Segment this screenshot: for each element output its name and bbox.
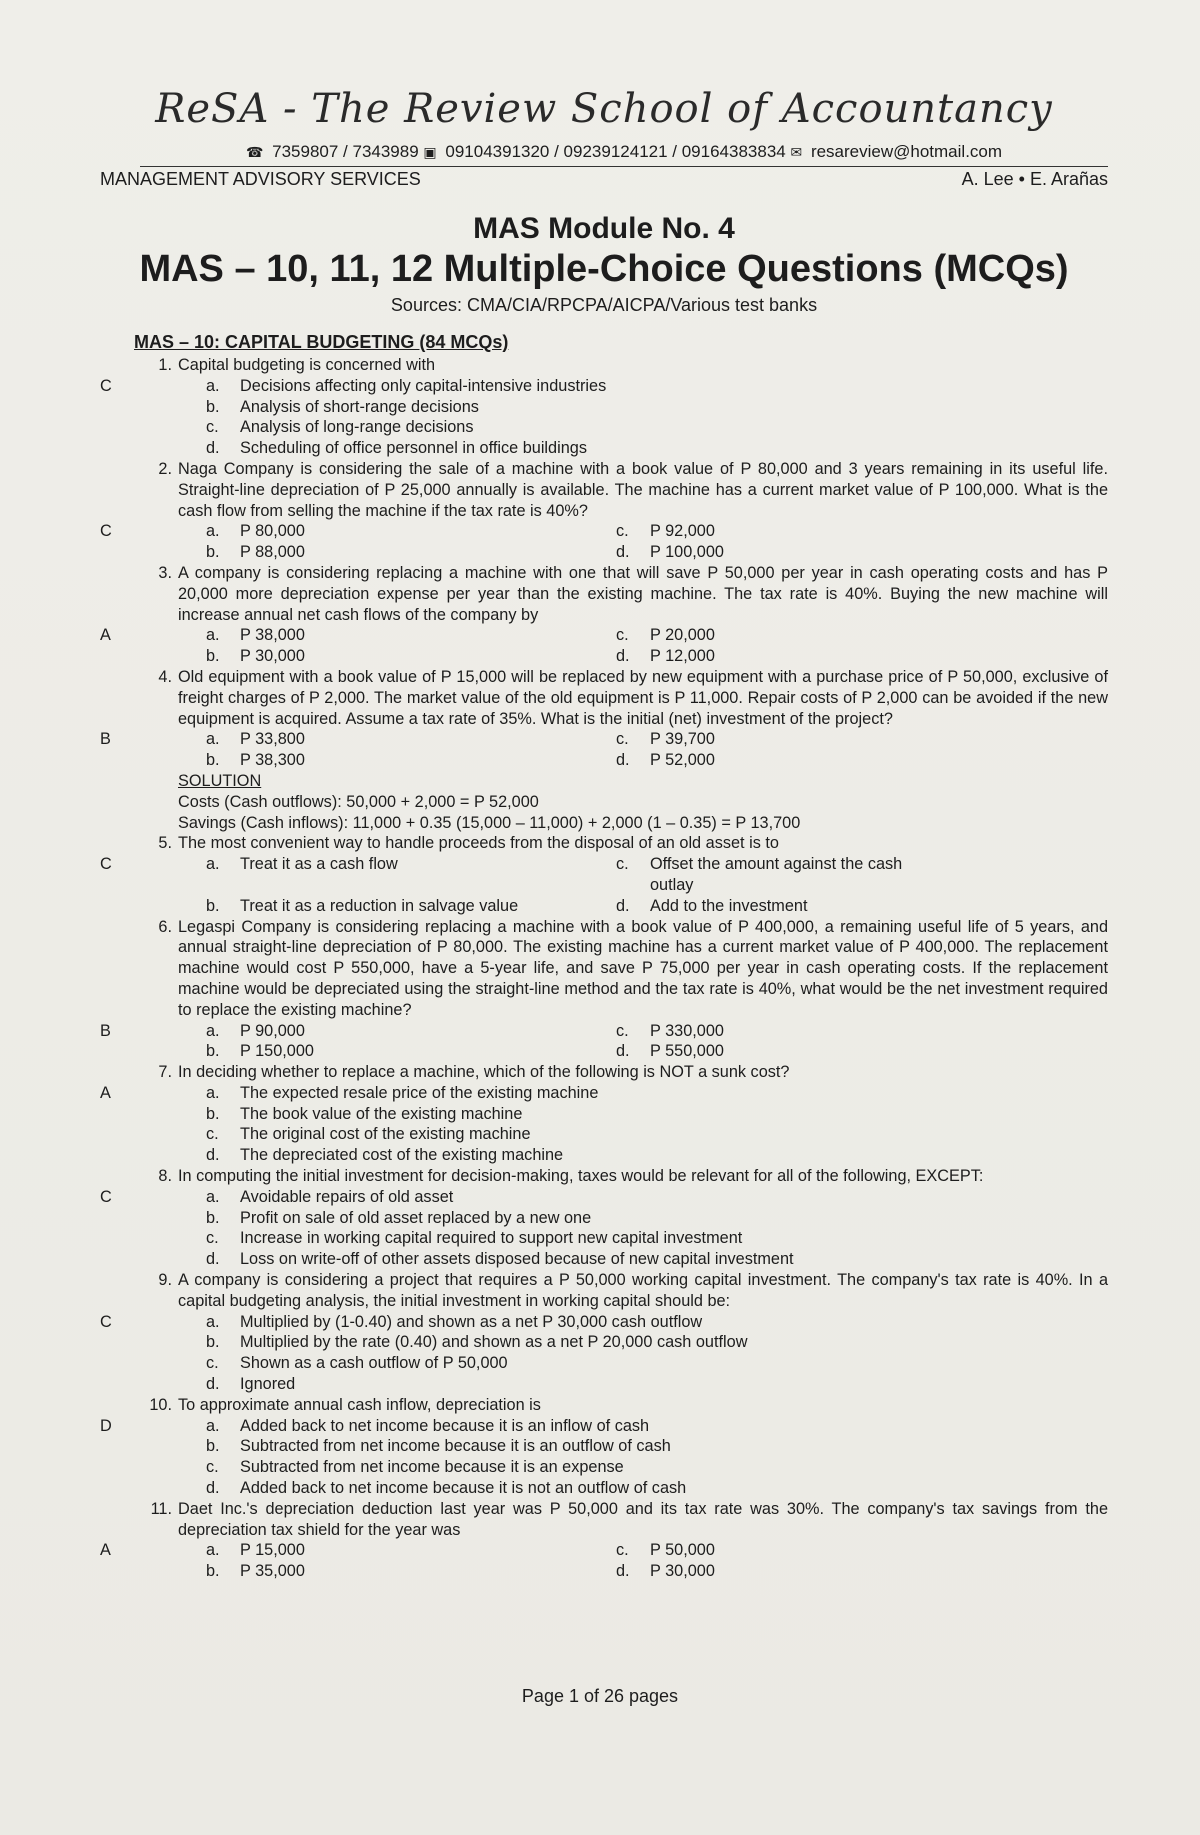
module-title: MAS Module No. 4: [473, 212, 735, 245]
answer-key-mark: C: [100, 376, 112, 395]
choice-letter: b.: [206, 1042, 220, 1061]
solution-line: Costs (Cash outflows): 50,000 + 2,000 = P 52,000: [178, 792, 539, 811]
choice-letter: c.: [616, 855, 629, 874]
choice-text: P 15,000: [240, 1541, 305, 1560]
choice-letter: c.: [206, 1229, 219, 1248]
choice-list: [206, 521, 1108, 563]
choice-item: [616, 1021, 916, 1042]
choice-text: P 38,000: [240, 626, 305, 645]
choice-list: [206, 1187, 1108, 1270]
choice-list: [206, 1083, 1108, 1166]
choice-item: [616, 854, 916, 896]
answer-key-mark: D: [100, 1416, 112, 1435]
choice-letter: c.: [616, 1541, 629, 1560]
choice-letter: a.: [206, 522, 220, 541]
question-number: 9.: [158, 1271, 172, 1290]
question-number: 4.: [158, 667, 172, 686]
choice-text: Profit on sale of old asset replaced by a new one: [240, 1208, 592, 1227]
choice-letter: b.: [206, 1208, 220, 1227]
choice-item: [616, 729, 916, 750]
question-stem: A company is considering a project that requires a P 50,000 working capital investment. The company's tax rate is 40%. In a capital budgeting analysis, the initial investment in working capital should be:: [178, 1271, 1108, 1310]
choice-text: Added back to net income because it is not an outflow of cash: [240, 1479, 687, 1498]
choice-item: [206, 750, 616, 771]
choice-list: [206, 854, 1108, 916]
choice-text: Increase in working capital required to support new capital investment: [240, 1229, 743, 1248]
answer-key-mark: A: [100, 1083, 111, 1102]
choice-letter: d.: [616, 1562, 630, 1581]
question-item: [100, 833, 1108, 916]
choice-letter: b.: [206, 543, 220, 562]
question-stem: The most convenient way to handle proceeds from the disposal of an old asset is to: [178, 834, 779, 853]
choice-text: Treat it as a reduction in salvage value: [240, 896, 519, 915]
choice-item: [206, 1208, 1108, 1229]
question-list: [100, 355, 1108, 1582]
choice-text: P 30,000: [650, 1562, 715, 1581]
choice-item: [206, 521, 616, 542]
choice-text: P 52,000: [650, 751, 715, 770]
question-stem: Daet Inc.'s depreciation deduction last year was P 50,000 and its tax rate was 30%. The company's tax savings from the depreciation tax shield for the year was: [178, 1499, 1108, 1539]
choice-text: Multiplied by (1-0.40) and shown as a net P 30,000 cash outflow: [240, 1312, 703, 1331]
solution-label: SOLUTION: [178, 771, 262, 790]
question-number: 2.: [158, 459, 172, 478]
choice-item: [206, 438, 1108, 459]
choice-letter: a.: [206, 1187, 220, 1206]
choice-text: P 550,000: [650, 1042, 724, 1061]
choice-text: P 90,000: [240, 1021, 305, 1040]
question-stem: Legaspi Company is considering replacing a machine with a book value of P 400,000, a remaining useful life of 5 years, and annual straight-line depreciation of P 80,000. The existing machine has a current market value of P 400,000. The replacement machine would cost P 550,000, have a 5-year life, and save P 75,000 per year in cash operating costs. If the replacement machine would be depreciated using the straight-line method and the tax rate is 40%, what would be the net investment required to replace the existing machine?: [178, 917, 1108, 1019]
mobile-numbers: 09104391320 / 09239124121 / 09164383834: [445, 142, 786, 161]
choice-text: Loss on write-off of other assets disposed because of new capital investment: [240, 1250, 794, 1269]
choice-letter: b.: [206, 896, 220, 915]
question-item: [100, 355, 1108, 459]
choice-text: P 35,000: [240, 1562, 305, 1581]
question-number: 11.: [150, 1499, 172, 1518]
choice-text: P 150,000: [240, 1042, 314, 1061]
choice-list: [206, 376, 1108, 459]
choice-letter: c.: [616, 1021, 629, 1040]
choice-letter: c.: [616, 626, 629, 645]
choice-letter: c.: [206, 1458, 219, 1477]
choice-letter: d.: [206, 1250, 220, 1269]
question-number: 8.: [158, 1167, 172, 1186]
choice-list: [206, 1021, 1108, 1063]
choice-item: [206, 376, 1108, 397]
choice-text: P 330,000: [650, 1021, 724, 1040]
choice-item: [206, 1457, 1108, 1478]
question-item: [100, 1395, 1108, 1499]
choice-item: [206, 854, 616, 896]
choice-item: [206, 646, 616, 667]
question-stem: In computing the initial investment for decision-making, taxes would be relevant for all of the following, EXCEPT:: [178, 1167, 984, 1186]
choice-text: P 39,700: [650, 730, 715, 749]
choice-letter: c.: [616, 522, 629, 541]
choice-list: [206, 729, 1108, 771]
choice-item: [206, 1436, 1108, 1457]
answer-key-mark: C: [100, 522, 112, 541]
choice-item: [206, 1124, 1108, 1145]
choice-letter: b.: [206, 1562, 220, 1581]
phone-icon: ☎: [245, 144, 264, 160]
choice-letter: a.: [206, 376, 220, 395]
choice-item: [616, 1561, 916, 1582]
choice-text: Subtracted from net income because it is an expense: [240, 1458, 624, 1477]
choice-item: [206, 1332, 1108, 1353]
mobile-icon: ▣: [423, 144, 437, 160]
choice-letter: d.: [206, 439, 220, 458]
department-label: MANAGEMENT ADVISORY SERVICES: [100, 169, 421, 189]
answer-key-mark: A: [100, 626, 111, 645]
choice-item: [206, 625, 616, 646]
authors-label: A. Lee • E. Arañas: [961, 169, 1108, 189]
choice-text: P 20,000: [650, 626, 715, 645]
choice-text: The depreciated cost of the existing machine: [240, 1146, 564, 1165]
choice-text: Analysis of long-range decisions: [240, 418, 474, 437]
choice-item: [616, 1540, 916, 1561]
page-footer: Page 1 of 26 pages: [521, 1686, 679, 1706]
subheader: [100, 169, 1108, 190]
choice-letter: b.: [206, 397, 220, 416]
choice-letter: c.: [616, 730, 629, 749]
choice-item: [206, 1104, 1108, 1125]
choice-text: Subtracted from net income because it is an outflow of cash: [240, 1437, 671, 1456]
question-number: 1.: [158, 356, 172, 374]
choice-item: [616, 750, 916, 771]
email-address: resareview@hotmail.com: [810, 142, 1003, 161]
choice-text: P 100,000: [650, 543, 724, 562]
choice-text: P 33,800: [240, 730, 305, 749]
question-number: 6.: [158, 917, 172, 936]
choice-text: P 92,000: [650, 522, 715, 541]
contact-line: [140, 142, 1108, 167]
choice-letter: b.: [206, 1333, 220, 1352]
question-stem: Naga Company is considering the sale of a machine with a book value of P 80,000 and 3 years remaining in its useful life. Straight-line depreciation of P 25,000 annually is available. The machine has a current market value of P 100,000. What is the cash flow from selling the machine if the tax rate is 40%?: [178, 459, 1108, 520]
choice-text: Scheduling of office personnel in office buildings: [240, 439, 587, 458]
choice-text: Multiplied by the rate (0.40) and shown as a net P 20,000 cash outflow: [240, 1333, 748, 1352]
question-item: [100, 1270, 1108, 1395]
answer-key-mark: A: [100, 1541, 111, 1560]
choice-letter: a.: [206, 1541, 220, 1560]
choice-item: [206, 1249, 1108, 1270]
choice-item: [206, 1561, 616, 1582]
choice-list: [206, 1540, 1108, 1582]
choice-letter: d.: [616, 543, 630, 562]
choice-letter: a.: [206, 1083, 220, 1102]
choice-item: [206, 1416, 1108, 1437]
choice-text: Decisions affecting only capital-intensive industries: [240, 376, 607, 395]
question-stem: To approximate annual cash inflow, depreciation is: [178, 1395, 541, 1414]
choice-text: Added back to net income because it is an inflow of cash: [240, 1416, 650, 1435]
choice-item: [616, 542, 916, 563]
choice-letter: c.: [206, 418, 219, 437]
choice-item: [206, 417, 1108, 438]
choice-item: [206, 729, 616, 750]
choice-item: [206, 1228, 1108, 1249]
choice-item: [616, 521, 916, 542]
question-stem: Capital budgeting is concerned with: [178, 356, 436, 374]
school-name-script: ReSA - The Review School of Accountancy: [155, 86, 1053, 132]
question-item: [100, 667, 1108, 833]
solution-block: [178, 771, 1108, 833]
phone-numbers: 7359807 / 7343989: [272, 142, 419, 161]
choice-item: [206, 397, 1108, 418]
choice-letter: d.: [206, 1375, 220, 1394]
answer-key-mark: B: [100, 1021, 111, 1040]
choice-text: Analysis of short-range decisions: [240, 397, 479, 416]
choice-text: Offset the amount against the cash outlay: [650, 855, 903, 894]
choice-item: [206, 1312, 1108, 1333]
choice-item: [206, 542, 616, 563]
question-stem: In deciding whether to replace a machine, which of the following is NOT a sunk cost?: [178, 1063, 790, 1082]
choice-item: [206, 1083, 1108, 1104]
choice-letter: a.: [206, 855, 220, 874]
choice-letter: b.: [206, 647, 220, 666]
answer-key-mark: C: [100, 1312, 112, 1331]
choice-text: Treat it as a cash flow: [240, 855, 398, 874]
choice-letter: c.: [206, 1125, 219, 1144]
choice-letter: a.: [206, 1312, 220, 1331]
choice-text: The expected resale price of the existing machine: [240, 1083, 599, 1102]
question-item: [100, 1166, 1108, 1270]
question-stem: Old equipment with a book value of P 15,000 will be replaced by new equipment with a purchase price of P 50,000, exclusive of freight charges of P 2,000. The market value of the old equipment is P 11,000. Repair costs of P 2,000 can be avoided if the new equipment is acquired. Assume a tax rate of 35%. What is the initial (net) investment of the project?: [178, 667, 1108, 728]
choice-text: P 38,300: [240, 751, 305, 770]
choice-item: [206, 1478, 1108, 1499]
choice-text: The book value of the existing machine: [240, 1104, 523, 1123]
choice-item: [616, 625, 916, 646]
question-item: [100, 563, 1108, 667]
choice-text: P 12,000: [650, 647, 715, 666]
choice-item: [616, 1041, 916, 1062]
question-number: 7.: [158, 1063, 172, 1082]
question-number: 5.: [158, 834, 172, 853]
choice-letter: b.: [206, 1104, 220, 1123]
answer-key-mark: C: [100, 1187, 112, 1206]
choice-text: Avoidable repairs of old asset: [240, 1187, 454, 1206]
question-number: 3.: [158, 563, 172, 582]
question-stem: A company is considering replacing a machine with one that will save P 50,000 per year in cash operating costs and has P 20,000 more depreciation expense per year than the existing machine. The tax rate is 40%. Buying the new machine will increase annual net cash flows of the company by: [178, 563, 1108, 624]
choice-item: [206, 1145, 1108, 1166]
choice-text: Ignored: [240, 1375, 296, 1394]
choice-item: [206, 896, 616, 917]
email-icon: ✉: [790, 144, 803, 160]
choice-text: P 30,000: [240, 647, 305, 666]
choice-item: [206, 1353, 1108, 1374]
choice-text: P 80,000: [240, 522, 305, 541]
choice-item: [206, 1041, 616, 1062]
choice-letter: a.: [206, 730, 220, 749]
choice-letter: a.: [206, 1416, 220, 1435]
choice-item: [616, 896, 916, 917]
answer-key-mark: C: [100, 855, 112, 874]
section-title: MAS – 10: CAPITAL BUDGETING (84 MCQs): [134, 332, 509, 352]
question-item: [100, 1062, 1108, 1166]
choice-letter: d.: [616, 896, 630, 915]
question-item: [100, 459, 1108, 563]
choice-letter: d.: [616, 647, 630, 666]
choice-list: [206, 1312, 1108, 1395]
choice-item: [206, 1021, 616, 1042]
choice-letter: d.: [206, 1479, 220, 1498]
choice-item: [206, 1187, 1108, 1208]
main-title: MAS – 10, 11, 12 Multiple-Choice Questions (MCQs): [139, 248, 1069, 290]
choice-letter: b.: [206, 1437, 220, 1456]
question-number: 10.: [149, 1395, 172, 1414]
answer-key-mark: B: [100, 730, 111, 749]
choice-text: P 50,000: [650, 1541, 715, 1560]
choice-letter: b.: [206, 751, 220, 770]
choice-item: [616, 646, 916, 667]
choice-list: [206, 1416, 1108, 1499]
choice-item: [206, 1540, 616, 1561]
choice-item: [206, 1374, 1108, 1395]
choice-letter: d.: [616, 1042, 630, 1061]
choice-letter: c.: [206, 1354, 219, 1373]
question-item: [100, 1499, 1108, 1582]
choice-letter: d.: [206, 1146, 220, 1165]
choice-text: P 88,000: [240, 543, 305, 562]
sources-line: Sources: CMA/CIA/RPCPA/AICPA/Various test banks: [390, 295, 818, 315]
choice-letter: a.: [206, 1021, 220, 1040]
choice-text: Add to the investment: [650, 896, 808, 915]
choice-letter: d.: [616, 751, 630, 770]
choice-text: The original cost of the existing machine: [240, 1125, 531, 1144]
question-item: [100, 917, 1108, 1063]
choice-letter: a.: [206, 626, 220, 645]
solution-line: Savings (Cash inflows): 11,000 + 0.35 (15,000 – 11,000) + 2,000 (1 – 0.35) = P 13,700: [178, 813, 801, 832]
choice-list: [206, 625, 1108, 667]
choice-text: Shown as a cash outflow of P 50,000: [240, 1354, 508, 1373]
